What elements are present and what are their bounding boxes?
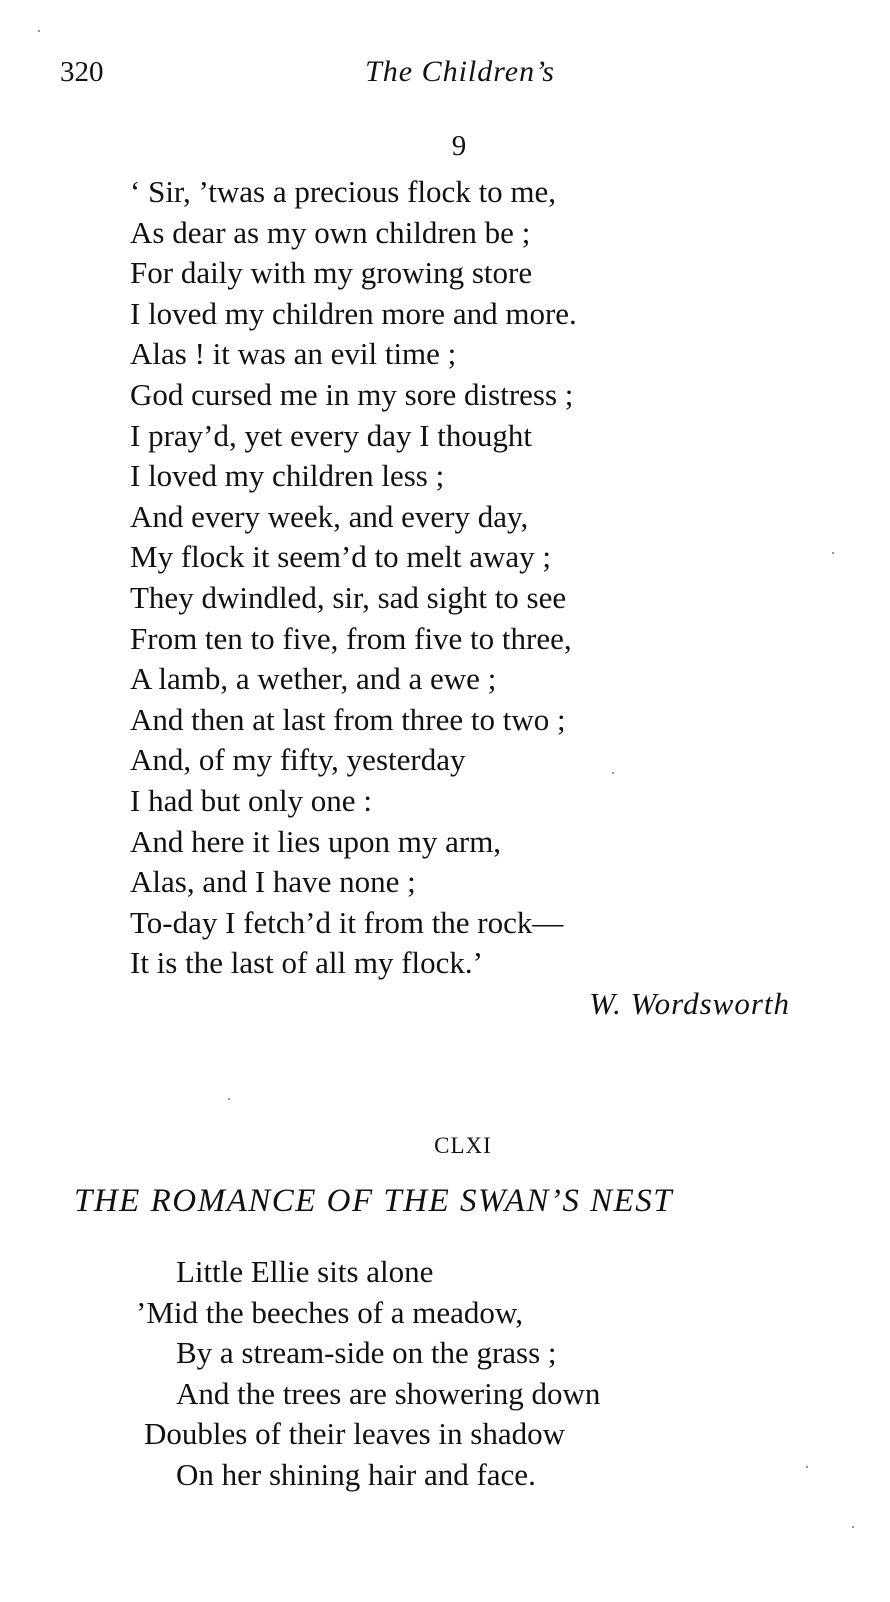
page-number: 320 [60, 56, 104, 88]
poem-line: It is the last of all my flock.’ [130, 945, 483, 981]
poem-line: To-day I fetch’d it from the rock— [130, 904, 564, 940]
poem-line: And, of my fifty, yesterday [130, 742, 466, 778]
poem-line: Little Ellie sits alone [176, 1254, 434, 1289]
poem-line: ‘ Sir, ’twas a precious flock to me, [130, 174, 557, 209]
paper-speck [832, 552, 834, 554]
poem-line: Doubles of their leaves in shadow [144, 1416, 565, 1452]
poem-line: They dwindled, sir, sad sight to see [130, 579, 567, 615]
poem-line: And here it lies upon my arm, [130, 823, 502, 859]
running-head [0, 50, 890, 94]
section-number: CLXI [434, 1133, 492, 1158]
poem-line: I pray’d, yet every day I thought [130, 417, 533, 453]
paper-speck [806, 1466, 808, 1468]
poem-line: I had but only one : [130, 782, 372, 818]
poem-title: THE ROMANCE OF THE SWAN’S NEST [74, 1183, 674, 1219]
poem-line: For daily with my growing store [130, 255, 533, 291]
poem-line: ’Mid the beeches of a meadow, [136, 1294, 524, 1330]
paper-speck [612, 772, 614, 774]
stanza-number: 9 [451, 130, 467, 162]
poem-line: By a stream-side on the grass ; [176, 1335, 557, 1371]
running-title: The Children’s [365, 55, 555, 88]
poem-line: I loved my children less ; [130, 458, 445, 494]
poem-line: As dear as my own children be ; [130, 214, 531, 250]
poem-line: From ten to five, from five to three, [130, 620, 572, 656]
poem-line: On her shining hair and face. [176, 1456, 536, 1492]
poem-line: I loved my children more and more. [130, 295, 577, 331]
poem-line: Alas ! it was an evil time ; [130, 336, 457, 372]
poem-line: And every week, and every day, [130, 498, 529, 534]
poem-line: God cursed me in my sore distress ; [130, 376, 574, 412]
paper-speck [228, 1098, 230, 1100]
paper-speck [852, 1526, 854, 1528]
poem-stanza [130, 172, 810, 984]
poem-attribution: W. Wordsworth [589, 986, 790, 1021]
poem-line: Alas, and I have none ; [130, 864, 416, 900]
poem-line: And then at last from three to two ; [130, 701, 566, 737]
poem-line: My flock it seem’d to melt away ; [130, 539, 551, 575]
poem-line: And the trees are showering down [176, 1375, 601, 1411]
paper-speck [38, 30, 40, 32]
poem-stanza [136, 1252, 836, 1496]
poem-line: A lamb, a wether, and a ewe ; [130, 661, 497, 697]
